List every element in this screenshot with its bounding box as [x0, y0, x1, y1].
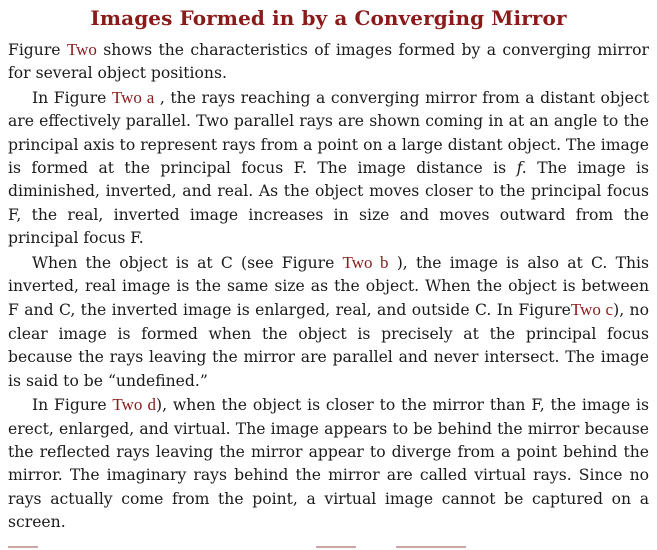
cut-off-fragment	[316, 546, 356, 548]
paragraph-2	[8, 86, 649, 251]
figure-reference: Two c	[570, 300, 614, 320]
figure-reference: Two b	[342, 252, 389, 272]
paragraph-2-text-b: , the rays reaching a converging mirror from a distant object are effectively parallel. Two parallel rays are shown coming in at an angle to the principal axis to represent rays from a point on a large distant object. The image is formed at the principal focus F. The image distance is	[8, 88, 649, 178]
figure-reference: Two a	[111, 87, 155, 107]
paragraph-2-text-a: In Figure	[32, 88, 112, 107]
cut-off-fragment	[8, 546, 38, 548]
document-page	[8, 4, 649, 535]
paragraph-4-text-a: In Figure	[32, 396, 113, 415]
focal-length-symbol: f.	[516, 159, 527, 178]
paragraph-2-text-c: The image is diminished, inverted, and real. As the object moves closer to the principal focus F, the real, inverted image increases in size and moves outward from the principal focus F.	[8, 159, 649, 248]
paragraph-1	[8, 38, 649, 86]
figure-reference: Two	[66, 40, 97, 59]
paragraph-4	[8, 393, 649, 534]
paragraph-3-text-a: When the object is at C (see Figure	[32, 253, 343, 272]
paragraph-1-text-b: shows the characteristics of images formed by a converging mirror for several object positions.	[8, 41, 649, 83]
paragraph-3-text-b: ), the image is also at C. This inverted, real image is the same size as the object. When the object is between F and C, the inverted image is enlarged, real, and outside C. In Figure	[8, 253, 650, 320]
paragraph-4-text-b: ), when the object is closer to the mirror than F, the image is erect, enlarged, and virtual. The image appears to be behind the mirror because the reflected rays leaving the mirror appear to diverge from a point behind the mirror. The imaginary rays behind the mirror are called virtual rays. Since no rays actually come from the point, a virtual image cannot be captured on a screen.	[8, 396, 650, 532]
figure-reference: Two d	[112, 395, 157, 415]
document-title: Images Formed in by a Converging Mirror	[90, 6, 567, 30]
paragraph-3	[8, 251, 649, 393]
cut-off-fragment	[396, 546, 466, 548]
paragraph-3-text-c: ), no clear image is formed when the object is precisely at the principal focus because the rays leaving the mirror are parallel and never intersect. The image is said to be “undefined.”	[8, 301, 649, 390]
paragraph-1-text-a: Figure	[8, 41, 67, 59]
cut-off-next-line	[0, 546, 657, 550]
